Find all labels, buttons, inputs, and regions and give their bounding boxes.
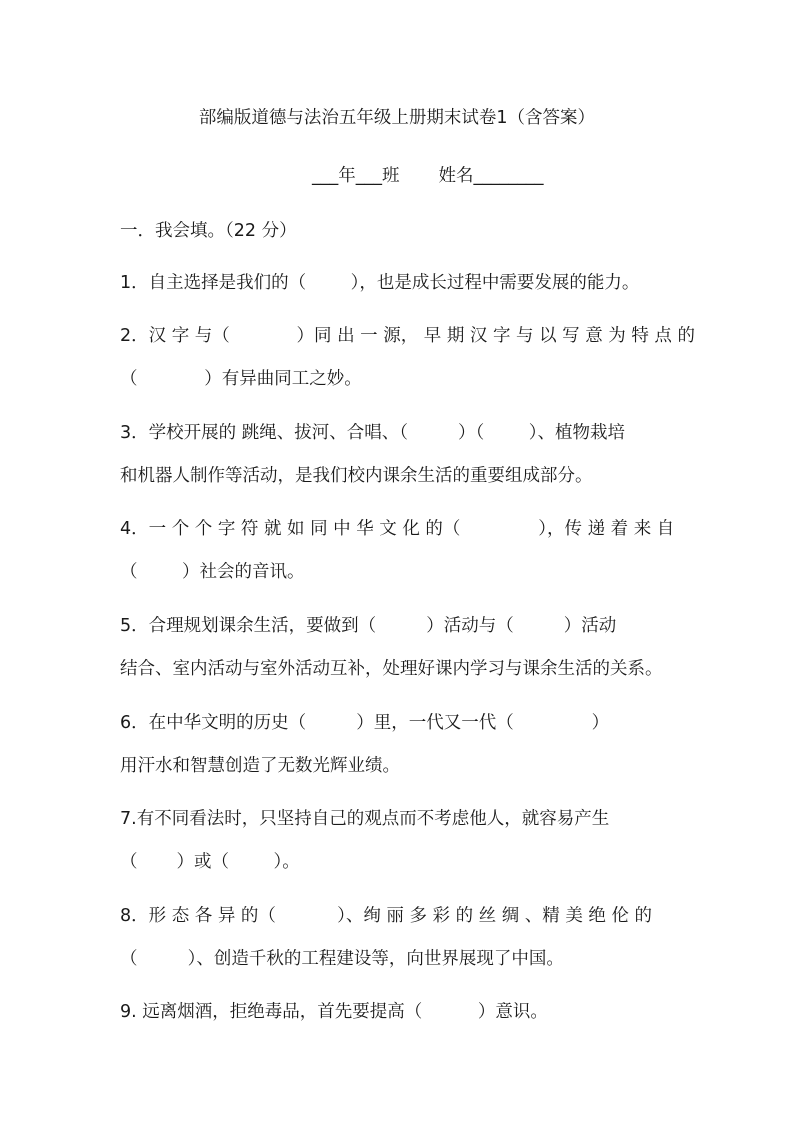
question-line: 7.有不同看法时，只坚持自己的观点而不考虑他人，就容易产生 [120, 809, 610, 829]
question-line: 结合、室内活动与室外活动互补，处理好课内学习与课余生活的关系。 [120, 659, 663, 679]
question-line: 9. 远离烟酒，拒绝毒品，首先要提高（ ）意识。 [120, 1002, 548, 1022]
question-line: （ ）、创造千秋的工程建设等，向世界展现了中国。 [120, 949, 564, 969]
question-line: 6．在中华文明的历史（ ）里，一代又一代（ ） [120, 713, 610, 733]
question-line: 用汗水和智慧创造了无数光辉业绩。 [120, 756, 400, 776]
question-line: 3．学校开展的 跳绳、拔河、合唱、（ ）（ ）、植物栽培 [120, 423, 626, 443]
question-line: （ ）社会的音讯。 [120, 562, 305, 582]
question-line: 5．合理规划课余生活，要做到（ ）活动与（ ）活动 [120, 616, 617, 636]
page-title: 部编版道德与法治五年级上册期末试卷1（含答案） [198, 108, 596, 128]
class-name-line: ___年___班 姓名________ [312, 166, 544, 186]
question-line: 1．自主选择是我们的（ ），也是成长过程中需要发展的能力。 [120, 273, 640, 293]
question-line: 和机器人制作等活动，是我们校内课余生活的重要组成部分。 [120, 466, 593, 486]
question-line: 2．汉 字 与（ ）同 出 一 源， 早 期 汉 字 与 以 写 意 为 特 点 的 [120, 326, 695, 346]
question-line: （ ）有异曲同工之妙。 [120, 369, 362, 389]
section-heading: 一．我会填。（22 分） [120, 221, 297, 241]
question-line: （ ）或（ ）。 [120, 852, 300, 872]
question-line: 8．形 态 各 异 的（ ）、绚 丽 多 彩 的 丝 绸 、精 美 绝 伦 的 [120, 906, 653, 926]
question-line: 4．一 个 个 字 符 就 如 同 中 华 文 化 的（ ），传 递 着 来 自 [120, 519, 675, 539]
